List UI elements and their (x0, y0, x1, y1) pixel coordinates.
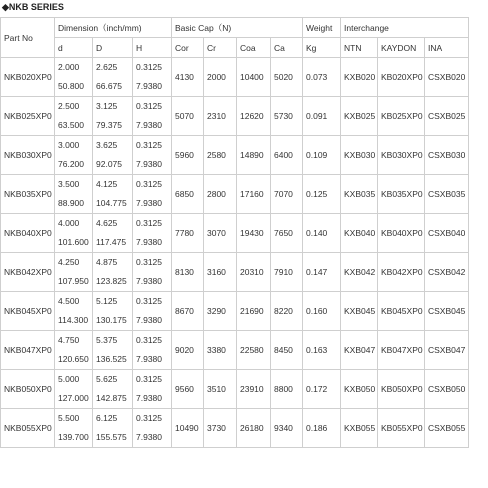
cell-H-inch: 0.3125 (136, 179, 162, 189)
header-dimension: Dimension（inch/mm) (55, 18, 172, 38)
cell-D-mm: 130.175 (96, 315, 127, 325)
cell-d-inch: 2.500 (58, 101, 80, 111)
cell-H (133, 175, 172, 214)
cell-ntn: KXB045 (341, 292, 378, 331)
cell-d-inch: 4.500 (58, 296, 80, 306)
table-row (1, 370, 469, 409)
cell-d (55, 58, 93, 97)
cell-H-mm: 7.9380 (136, 315, 162, 325)
table-row (1, 331, 469, 370)
header-kaydon: KAYDON (378, 38, 425, 58)
cell-d (55, 97, 93, 136)
cell-part-no: NKB055XP0 (1, 409, 55, 448)
cell-ca: 7910 (271, 253, 303, 292)
cell-D-mm: 136.525 (96, 354, 127, 364)
cell-ntn: KXB020 (341, 58, 378, 97)
cell-ina: CSXB030 (425, 136, 469, 175)
cell-D-inch: 5.125 (96, 296, 118, 306)
cell-D-inch: 4.125 (96, 179, 118, 189)
cell-D-inch: 3.625 (96, 140, 118, 150)
cell-d-mm: 127.000 (58, 393, 89, 403)
cell-kaydon: KB030XP0 (378, 136, 425, 175)
cell-H-mm: 7.9380 (136, 393, 162, 403)
cell-D (93, 409, 133, 448)
cell-ina: CSXB042 (425, 253, 469, 292)
cell-ina: CSXB020 (425, 58, 469, 97)
cell-D (93, 136, 133, 175)
header-ina: INA (425, 38, 469, 58)
cell-ina: CSXB040 (425, 214, 469, 253)
cell-d-inch: 5.000 (58, 374, 80, 384)
table-row (1, 409, 469, 448)
cell-H (133, 97, 172, 136)
cell-d-mm: 88.900 (58, 198, 84, 208)
cell-cor: 8130 (172, 253, 204, 292)
cell-kaydon: KB055XP0 (378, 409, 425, 448)
cell-kaydon: KB050XP0 (378, 370, 425, 409)
cell-H-inch: 0.3125 (136, 62, 162, 72)
cell-H (133, 292, 172, 331)
cell-H-mm: 7.9380 (136, 432, 162, 442)
cell-ntn: KXB025 (341, 97, 378, 136)
cell-cor: 5960 (172, 136, 204, 175)
cell-d (55, 253, 93, 292)
cell-coa: 14890 (237, 136, 271, 175)
cell-cr: 2580 (204, 136, 237, 175)
cell-ina: CSXB045 (425, 292, 469, 331)
cell-cor: 5070 (172, 97, 204, 136)
cell-H-inch: 0.3125 (136, 101, 162, 111)
cell-ntn: KXB042 (341, 253, 378, 292)
cell-coa: 20310 (237, 253, 271, 292)
cell-D-mm: 104.775 (96, 198, 127, 208)
table-row (1, 175, 469, 214)
cell-d-mm: 50.800 (58, 81, 84, 91)
cell-d-inch: 4.250 (58, 257, 80, 267)
cell-D-inch: 4.875 (96, 257, 118, 267)
cell-d-mm: 120.650 (58, 354, 89, 364)
cell-part-no: NKB040XP0 (1, 214, 55, 253)
cell-D (93, 175, 133, 214)
cell-coa: 23910 (237, 370, 271, 409)
cell-d-inch: 3.500 (58, 179, 80, 189)
cell-H-inch: 0.3125 (136, 257, 162, 267)
header-part-no: Part No (1, 18, 55, 58)
cell-kaydon: KB035XP0 (378, 175, 425, 214)
page-title: ◆NKB SERIES (2, 2, 64, 12)
cell-kg: 0.109 (303, 136, 341, 175)
cell-d-inch: 4.750 (58, 335, 80, 345)
cell-D-inch: 2.625 (96, 62, 118, 72)
cell-D-mm: 92.075 (96, 159, 122, 169)
header-coa: Coa (237, 38, 271, 58)
cell-D (93, 331, 133, 370)
table-row (1, 214, 469, 253)
cell-d-mm: 107.950 (58, 276, 89, 286)
cell-kaydon: KB020XP0 (378, 58, 425, 97)
cell-H (133, 58, 172, 97)
cell-ina: CSXB050 (425, 370, 469, 409)
cell-cor: 4130 (172, 58, 204, 97)
cell-cr: 3510 (204, 370, 237, 409)
cell-ca: 8450 (271, 331, 303, 370)
cell-ca: 5730 (271, 97, 303, 136)
cell-cor: 9020 (172, 331, 204, 370)
header-ca: Ca (271, 38, 303, 58)
cell-cr: 3380 (204, 331, 237, 370)
cell-coa: 21690 (237, 292, 271, 331)
cell-H-inch: 0.3125 (136, 140, 162, 150)
cell-H (133, 331, 172, 370)
nkb-spec-table (0, 17, 469, 448)
cell-cr: 3730 (204, 409, 237, 448)
header-D: D (93, 38, 133, 58)
cell-cr: 2310 (204, 97, 237, 136)
cell-coa: 26180 (237, 409, 271, 448)
cell-kg: 0.125 (303, 175, 341, 214)
cell-cr: 3160 (204, 253, 237, 292)
cell-H (133, 253, 172, 292)
cell-coa: 17160 (237, 175, 271, 214)
cell-H-mm: 7.9380 (136, 81, 162, 91)
cell-kaydon: KB047XP0 (378, 331, 425, 370)
cell-cor: 9560 (172, 370, 204, 409)
header-row-columns (1, 38, 469, 58)
cell-ca: 9340 (271, 409, 303, 448)
header-d: d (55, 38, 93, 58)
cell-ina: CSXB055 (425, 409, 469, 448)
cell-d-inch: 3.000 (58, 140, 80, 150)
cell-coa: 19430 (237, 214, 271, 253)
cell-cr: 2800 (204, 175, 237, 214)
cell-H-inch: 0.3125 (136, 413, 162, 423)
cell-kg: 0.160 (303, 292, 341, 331)
cell-d (55, 370, 93, 409)
cell-H (133, 214, 172, 253)
cell-kg: 0.172 (303, 370, 341, 409)
header-cor: Cor (172, 38, 204, 58)
cell-d (55, 175, 93, 214)
cell-d (55, 292, 93, 331)
cell-ina: CSXB035 (425, 175, 469, 214)
cell-d (55, 409, 93, 448)
cell-cor: 6850 (172, 175, 204, 214)
table-row (1, 253, 469, 292)
cell-D (93, 214, 133, 253)
header-interchange: Interchange (341, 18, 469, 38)
table-row (1, 97, 469, 136)
cell-part-no: NKB042XP0 (1, 253, 55, 292)
cell-H-inch: 0.3125 (136, 374, 162, 384)
cell-d-mm: 139.700 (58, 432, 89, 442)
cell-kg: 0.163 (303, 331, 341, 370)
header-H: H (133, 38, 172, 58)
cell-kg: 0.091 (303, 97, 341, 136)
cell-D (93, 58, 133, 97)
cell-part-no: NKB030XP0 (1, 136, 55, 175)
cell-D-mm: 142.875 (96, 393, 127, 403)
cell-D (93, 370, 133, 409)
cell-D (93, 253, 133, 292)
cell-H (133, 409, 172, 448)
cell-ina: CSXB025 (425, 97, 469, 136)
cell-ntn: KXB040 (341, 214, 378, 253)
cell-ina: CSXB047 (425, 331, 469, 370)
cell-D (93, 97, 133, 136)
cell-H-inch: 0.3125 (136, 296, 162, 306)
cell-H (133, 370, 172, 409)
cell-H (133, 136, 172, 175)
cell-coa: 10400 (237, 58, 271, 97)
cell-D-mm: 117.475 (96, 237, 127, 247)
table-row (1, 292, 469, 331)
header-weight: Weight (303, 18, 341, 38)
cell-D-inch: 4.625 (96, 218, 118, 228)
cell-cor: 10490 (172, 409, 204, 448)
header-row-group (1, 18, 469, 38)
cell-ca: 6400 (271, 136, 303, 175)
cell-part-no: NKB035XP0 (1, 175, 55, 214)
cell-cr: 3290 (204, 292, 237, 331)
cell-kg: 0.186 (303, 409, 341, 448)
cell-H-mm: 7.9380 (136, 237, 162, 247)
cell-ntn: KXB050 (341, 370, 378, 409)
cell-d-mm: 101.600 (58, 237, 89, 247)
cell-d (55, 331, 93, 370)
cell-d (55, 214, 93, 253)
cell-kaydon: KB045XP0 (378, 292, 425, 331)
cell-cor: 7780 (172, 214, 204, 253)
header-cr: Cr (204, 38, 237, 58)
cell-d-mm: 76.200 (58, 159, 84, 169)
cell-kg: 0.073 (303, 58, 341, 97)
cell-kg: 0.140 (303, 214, 341, 253)
cell-d-inch: 2.000 (58, 62, 80, 72)
cell-cor: 8670 (172, 292, 204, 331)
cell-ca: 8220 (271, 292, 303, 331)
cell-kaydon: KB040XP0 (378, 214, 425, 253)
cell-ca: 7070 (271, 175, 303, 214)
cell-ca: 7650 (271, 214, 303, 253)
cell-d (55, 136, 93, 175)
cell-part-no: NKB047XP0 (1, 331, 55, 370)
header-basic-cap: Basic Cap（N) (172, 18, 303, 38)
cell-part-no: NKB045XP0 (1, 292, 55, 331)
cell-kg: 0.147 (303, 253, 341, 292)
cell-D-mm: 66.675 (96, 81, 122, 91)
cell-D-inch: 6.125 (96, 413, 118, 423)
cell-part-no: NKB025XP0 (1, 97, 55, 136)
cell-D-inch: 3.125 (96, 101, 118, 111)
header-ntn: NTN (341, 38, 378, 58)
cell-cr: 2000 (204, 58, 237, 97)
cell-coa: 22580 (237, 331, 271, 370)
cell-ntn: KXB030 (341, 136, 378, 175)
cell-D-inch: 5.375 (96, 335, 118, 345)
cell-D-mm: 155.575 (96, 432, 127, 442)
cell-kaydon: KB042XP0 (378, 253, 425, 292)
cell-d-inch: 5.500 (58, 413, 80, 423)
cell-part-no: NKB020XP0 (1, 58, 55, 97)
cell-cr: 3070 (204, 214, 237, 253)
cell-D-mm: 123.825 (96, 276, 127, 286)
table-row (1, 58, 469, 97)
table-row (1, 136, 469, 175)
cell-D-inch: 5.625 (96, 374, 118, 384)
cell-d-inch: 4.000 (58, 218, 80, 228)
cell-H-mm: 7.9380 (136, 159, 162, 169)
cell-H-mm: 7.9380 (136, 354, 162, 364)
cell-H-mm: 7.9380 (136, 198, 162, 208)
cell-H-inch: 0.3125 (136, 218, 162, 228)
cell-ca: 8800 (271, 370, 303, 409)
cell-d-mm: 114.300 (58, 315, 89, 325)
cell-part-no: NKB050XP0 (1, 370, 55, 409)
cell-D-mm: 79.375 (96, 120, 122, 130)
cell-ca: 5020 (271, 58, 303, 97)
cell-ntn: KXB055 (341, 409, 378, 448)
cell-coa: 12620 (237, 97, 271, 136)
cell-H-mm: 7.9380 (136, 276, 162, 286)
cell-kaydon: KB025XP0 (378, 97, 425, 136)
cell-H-mm: 7.9380 (136, 120, 162, 130)
cell-ntn: KXB035 (341, 175, 378, 214)
cell-d-mm: 63.500 (58, 120, 84, 130)
cell-ntn: KXB047 (341, 331, 378, 370)
header-kg: Kg (303, 38, 341, 58)
cell-H-inch: 0.3125 (136, 335, 162, 345)
cell-D (93, 292, 133, 331)
